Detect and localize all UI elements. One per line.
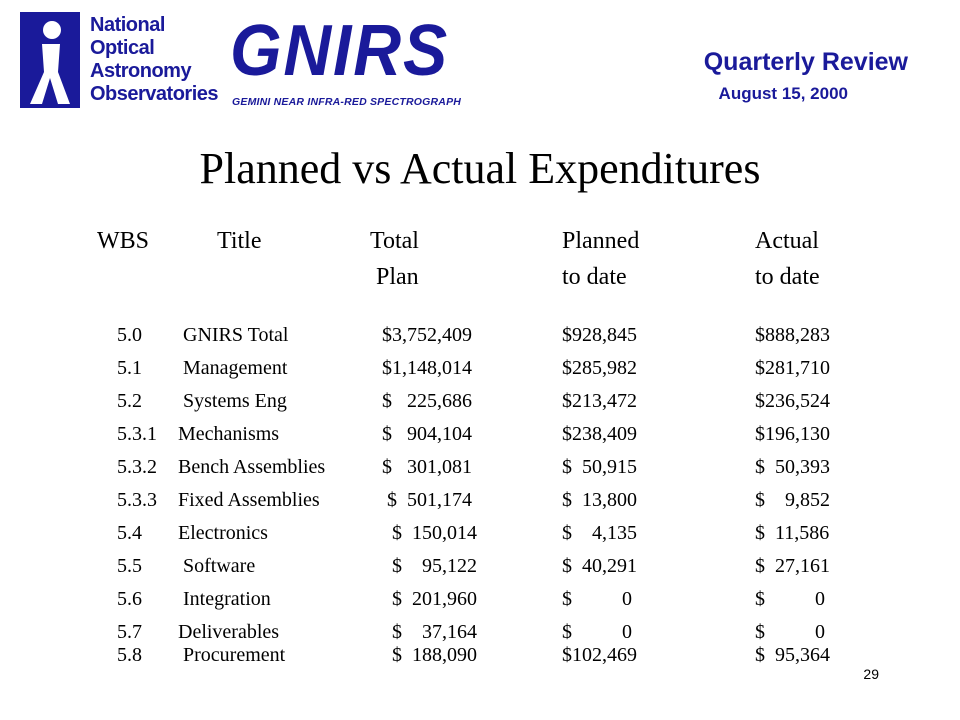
cell-title: Integration	[178, 588, 271, 610]
cell-total: $3,752,409	[382, 324, 472, 346]
cell-actual: $236,524	[755, 390, 830, 412]
table-row	[0, 357, 960, 387]
col-header-title: Title	[217, 228, 262, 254]
cell-planned: $285,982	[562, 357, 637, 379]
cell-title: Deliverables	[178, 621, 280, 643]
col-header-total: Total	[370, 228, 419, 254]
cell-wbs: 5.3.2	[117, 456, 157, 478]
gnirs-logo	[230, 12, 470, 112]
noao-line-2: Optical	[90, 37, 155, 59]
noao-figure-icon	[20, 12, 80, 108]
cell-actual: $ 50,393	[755, 456, 830, 478]
col-header-planned-sub: to date	[562, 264, 627, 290]
cell-actual: $281,710	[755, 357, 830, 379]
cell-wbs: 5.6	[117, 588, 142, 610]
noao-line-1: National	[90, 14, 165, 36]
gnirs-subtitle: GEMINI NEAR INFRA-RED SPECTROGRAPH	[232, 96, 462, 108]
page-number: 29	[863, 666, 879, 682]
col-header-actual: Actual	[755, 228, 819, 254]
review-date: August 15, 2000	[718, 84, 848, 103]
table-row	[0, 390, 960, 420]
cell-total: $ 201,960	[382, 588, 477, 610]
cell-wbs: 5.8	[117, 644, 142, 666]
cell-title: Systems Eng	[178, 390, 287, 412]
cell-planned: $238,409	[562, 423, 637, 445]
table-row	[0, 588, 960, 618]
cell-wbs: 5.3.1	[117, 423, 157, 445]
col-header-wbs: WBS	[97, 228, 150, 254]
table-row	[0, 644, 960, 674]
cell-total: $ 95,122	[382, 555, 477, 577]
table-row	[0, 555, 960, 585]
cell-wbs: 5.2	[117, 390, 142, 412]
cell-total: $ 150,014	[382, 522, 477, 544]
cell-total: $ 501,174	[382, 489, 472, 511]
cell-actual: $ 27,161	[755, 555, 830, 577]
cell-planned: $928,845	[562, 324, 637, 346]
noao-line-3: Astronomy	[90, 60, 192, 82]
cell-title: Electronics	[178, 522, 268, 544]
cell-actual: $ 9,852	[755, 489, 830, 511]
col-header-total-sub: Plan	[376, 264, 419, 290]
cell-planned: $ 0	[562, 588, 632, 610]
cell-actual: $ 0	[755, 621, 825, 643]
cell-actual: $ 11,586	[755, 522, 830, 544]
cell-title: Management	[178, 357, 288, 379]
cell-total: $ 37,164	[382, 621, 477, 643]
col-header-planned: Planned	[562, 228, 640, 254]
cell-planned: $ 4,135	[562, 522, 637, 544]
cell-actual: $ 0	[755, 588, 825, 610]
cell-wbs: 5.4	[117, 522, 142, 544]
cell-title: Procurement	[178, 644, 286, 666]
cell-wbs: 5.3.3	[117, 489, 157, 511]
cell-planned: $ 40,291	[562, 555, 637, 577]
cell-title: Mechanisms	[178, 423, 280, 445]
col-header-actual-sub: to date	[755, 264, 820, 290]
cell-planned: $ 0	[562, 621, 632, 643]
cell-title: Software	[178, 555, 256, 577]
cell-planned: $102,469	[562, 644, 637, 666]
cell-total: $1,148,014	[382, 357, 472, 379]
cell-title: Fixed Assemblies	[178, 489, 320, 511]
cell-planned: $ 50,915	[562, 456, 637, 478]
cell-total: $ 904,104	[382, 423, 472, 445]
cell-planned: $ 13,800	[562, 489, 637, 511]
noao-logo	[20, 12, 220, 112]
cell-wbs: 5.7	[117, 621, 142, 643]
cell-actual: $888,283	[755, 324, 830, 346]
table-row	[0, 423, 960, 453]
cell-total: $ 225,686	[382, 390, 472, 412]
noao-name	[90, 14, 218, 106]
table-row	[0, 489, 960, 519]
table-row	[0, 324, 960, 354]
cell-wbs: 5.5	[117, 555, 142, 577]
cell-actual: $196,130	[755, 423, 830, 445]
cell-total: $ 301,081	[382, 456, 472, 478]
cell-total: $ 188,090	[382, 644, 477, 666]
cell-planned: $213,472	[562, 390, 637, 412]
cell-wbs: 5.0	[117, 324, 142, 346]
cell-title: Bench Assemblies	[178, 456, 326, 478]
noao-line-4: Observatories	[90, 83, 219, 105]
gnirs-wordmark: GNIRS	[230, 11, 449, 91]
table-row	[0, 456, 960, 486]
cell-title: GNIRS Total	[178, 324, 289, 346]
slide-title: Planned vs Actual Expenditures	[199, 144, 761, 193]
cell-actual: $ 95,364	[755, 644, 830, 666]
review-title: Quarterly Review	[703, 48, 908, 76]
table-row	[0, 522, 960, 552]
cell-wbs: 5.1	[117, 357, 142, 379]
